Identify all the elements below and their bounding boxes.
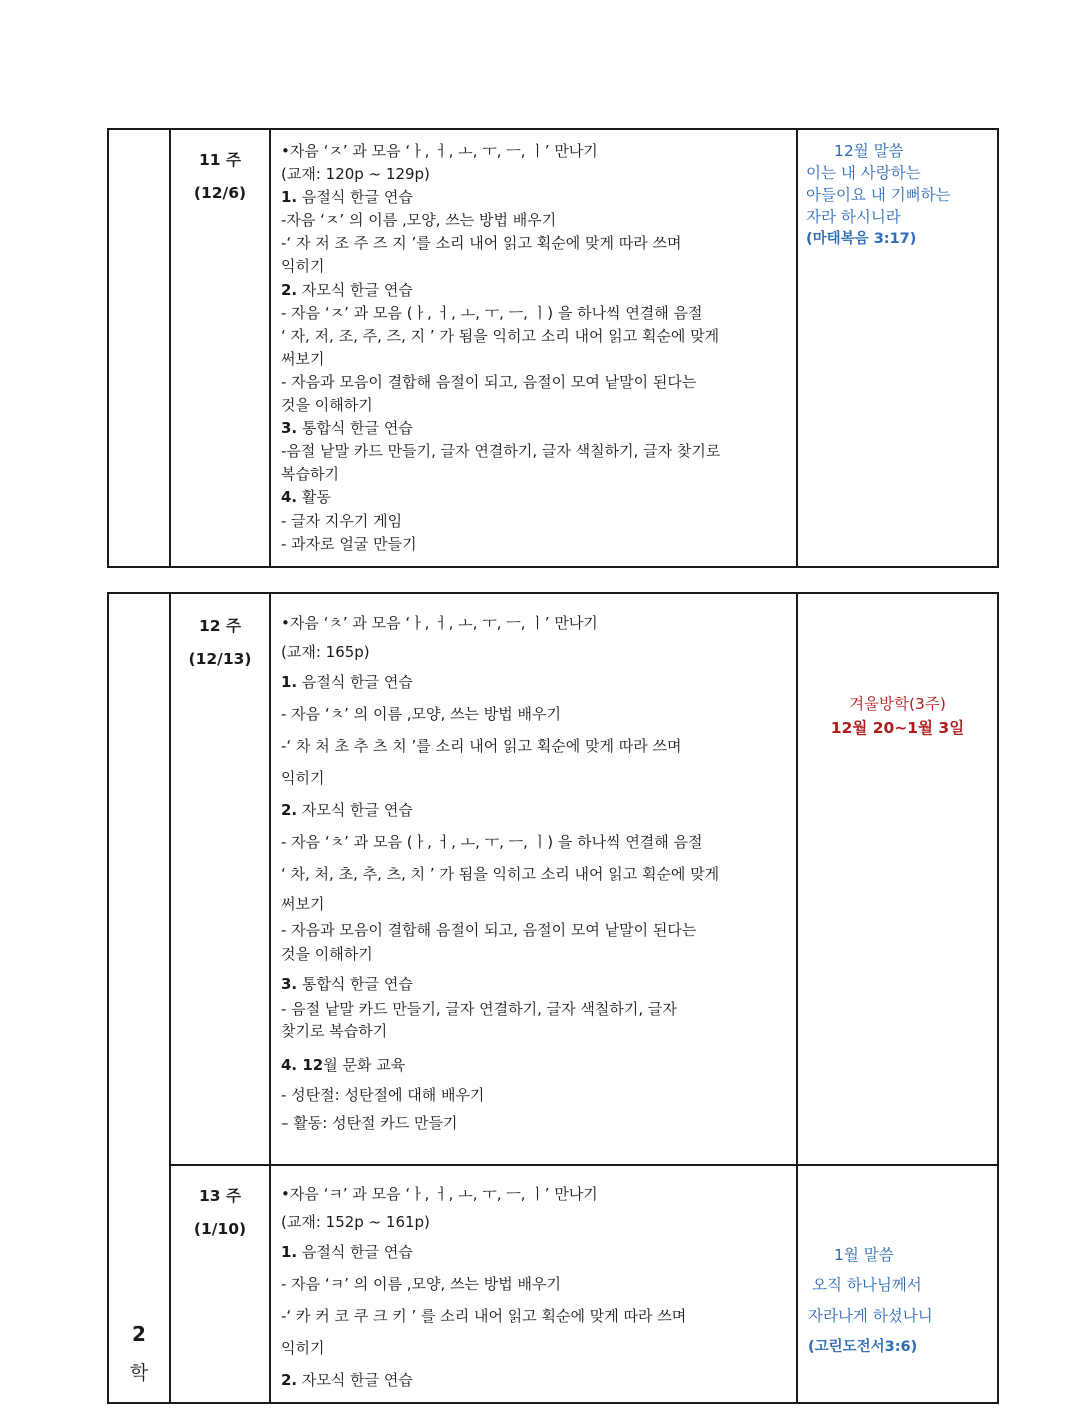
lesson-line: ‘ 자, 저, 조, 주, 즈, 지 ’ 가 됨을 익히고 소리 내어 읽고 획순에 맞게 xyxy=(281,326,720,345)
week-cell xyxy=(170,129,270,567)
lesson-line: - 자음 ‘ㅊ’ 의 이름 ,모양, 쓰는 방법 배우기 xyxy=(281,705,561,723)
lesson-line: - 자음 ‘ㅈ’ 과 모음 (ㅏ, ㅓ, ㅗ, ㅜ, ㅡ, ㅣ) 을 하나씩 연결해 음절 xyxy=(281,303,703,322)
lesson-line: 찾기로 복습하기 xyxy=(281,1022,388,1040)
week-date: (12/13) xyxy=(188,650,252,668)
lesson-line: 것을 이해하기 xyxy=(281,396,373,415)
lesson-heading: 4. 활동 xyxy=(281,488,331,507)
term-label-cell xyxy=(108,593,170,1403)
week-date: (12/6) xyxy=(193,184,247,202)
lesson-line: 것을 이해하기 xyxy=(281,945,373,963)
lesson-line: 익히기 xyxy=(281,1339,325,1357)
lesson-heading: 2. 자모식 한글 연습 xyxy=(281,280,413,299)
lesson-line: 익히기 xyxy=(281,769,325,787)
lesson-line: -‘ 카 커 코 쿠 크 키 ’ 를 소리 내어 읽고 획순에 맞게 따라 쓰며 xyxy=(281,1307,687,1325)
lesson-line: (교재: 165p) xyxy=(281,643,370,661)
lesson-line: •자음 ‘ㅈ’ 과 모음 ‘ㅏ, ㅓ, ㅗ, ㅜ, ㅡ, ㅣ’ 만나기 xyxy=(281,142,598,160)
week-date: (1/10) xyxy=(193,1220,247,1238)
lesson-heading: 1. 음절식 한글 연습 xyxy=(281,673,413,691)
lesson-line: 써보기 xyxy=(281,349,325,368)
lesson-content xyxy=(270,593,797,1165)
lesson-line: -‘ 자 저 조 주 즈 지 ’를 소리 내어 읽고 획순에 맞게 따라 쓰며 xyxy=(281,234,682,253)
verse-title: 1월 말씀 xyxy=(834,1246,894,1264)
lesson-content xyxy=(270,1165,797,1403)
lesson-line: •자음 ‘ㅋ’ 과 모음 ‘ㅏ, ㅓ, ㅗ, ㅜ, ㅡ, ㅣ’ 만나기 xyxy=(281,1185,598,1203)
week-number: 12 주 xyxy=(199,617,241,635)
lesson-heading: 3. 통합식 한글 연습 xyxy=(281,975,413,993)
lesson-line: - 자음 ‘ㅋ’ 의 이름 ,모양, 쓰는 방법 배우기 xyxy=(281,1275,561,1293)
lesson-heading: 3. 통합식 한글 연습 xyxy=(281,419,413,438)
lesson-content xyxy=(270,129,797,567)
lesson-line: (교재: 120p ~ 129p) xyxy=(281,165,430,184)
week-11-table xyxy=(107,128,999,568)
verse-line: 이는 내 사랑하는 xyxy=(806,164,921,182)
lesson-line: 익히기 xyxy=(281,257,325,276)
lesson-line: -음절 낱말 카드 만들기, 글자 연결하기, 글자 색칠하기, 글자 찾기로 xyxy=(281,442,721,461)
vacation-note xyxy=(797,593,998,1165)
lesson-line: - 음절 낱말 카드 만들기, 글자 연결하기, 글자 색칠하기, 글자 xyxy=(281,1000,677,1018)
term-suffix: 학 xyxy=(129,1362,149,1384)
lesson-heading: 2. 자모식 한글 연습 xyxy=(281,1371,413,1389)
vacation-dates: 12월 20~1월 3일 xyxy=(830,719,965,737)
lesson-line: 써보기 xyxy=(281,895,325,913)
lesson-line: - 자음과 모음이 결합해 음절이 되고, 음절이 모여 낱말이 된다는 xyxy=(281,921,697,939)
term-number: 2 xyxy=(132,1322,146,1346)
lesson-line: - 자음과 모음이 결합해 음절이 되고, 음절이 모여 낱말이 된다는 xyxy=(281,372,697,391)
monthly-verse xyxy=(797,1165,998,1403)
lesson-line: - 자음 ‘ㅊ’ 과 모음 (ㅏ, ㅓ, ㅗ, ㅜ, ㅡ, ㅣ) 을 하나씩 연결해 음절 xyxy=(281,833,703,851)
lesson-heading: 1. 음절식 한글 연습 xyxy=(281,1243,413,1261)
lesson-line: (교재: 152p ~ 161p) xyxy=(281,1213,430,1231)
lesson-line: 복습하기 xyxy=(281,465,339,484)
lesson-line: ‘ 차, 처, 초, 추, 츠, 치 ’ 가 됨을 익히고 소리 내어 읽고 획순에 맞게 xyxy=(281,865,720,883)
monthly-verse xyxy=(797,129,998,567)
lesson-heading: 1. 음절식 한글 연습 xyxy=(281,188,413,207)
term-cell xyxy=(108,129,170,567)
lesson-line: – 활동: 성탄절 카드 만들기 xyxy=(281,1114,458,1132)
lesson-line: - 성탄절: 성탄절에 대해 배우기 xyxy=(281,1086,485,1104)
lesson-line: -‘ 차 처 초 추 츠 치 ’를 소리 내어 읽고 획순에 맞게 따라 쓰며 xyxy=(281,737,682,755)
lesson-line: •자음 ‘ㅊ’ 과 모음 ‘ㅏ, ㅓ, ㅗ, ㅜ, ㅡ, ㅣ’ 만나기 xyxy=(281,614,598,632)
week-cell xyxy=(170,593,270,1165)
lesson-line: - 과자로 얼굴 만들기 xyxy=(281,534,417,553)
week-number: 11 주 xyxy=(199,151,241,169)
lesson-line: - 글자 지우기 게임 xyxy=(281,511,403,530)
week-number: 13 주 xyxy=(199,1187,241,1205)
verse-line: 자라 하시니라 xyxy=(806,208,901,226)
verse-reference: (마태복음 3:17) xyxy=(806,231,917,247)
verse-line: 자라나게 하셨나니 xyxy=(808,1307,933,1325)
lesson-heading: 4. 12월 문화 교육 xyxy=(281,1056,406,1074)
verse-title: 12월 말씀 xyxy=(834,142,904,160)
week-cell xyxy=(170,1165,270,1403)
term-2-table xyxy=(107,592,999,1404)
verse-line: 아들이요 내 기뻐하는 xyxy=(806,186,951,204)
lesson-line: -자음 ‘ㅈ’ 의 이름 ,모양, 쓰는 방법 배우기 xyxy=(281,211,557,230)
verse-line: 오직 하나님께서 xyxy=(812,1276,922,1294)
verse-reference: (고린도전서3:6) xyxy=(808,1339,918,1355)
vacation-title: 겨울방학(3주) xyxy=(849,695,946,713)
lesson-heading: 2. 자모식 한글 연습 xyxy=(281,801,413,819)
